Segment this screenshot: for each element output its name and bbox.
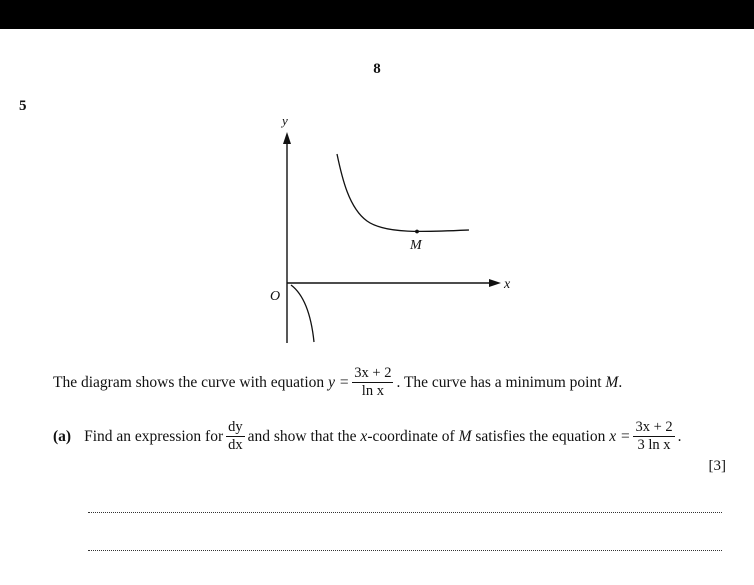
part-a-x-variable: x (360, 427, 368, 445)
part-a-fraction-denominator: 3 ln x (637, 437, 671, 454)
part-a-end: . (677, 427, 682, 445)
derivative-numerator: dy (226, 420, 245, 437)
top-black-bar (0, 0, 754, 29)
intro-text: The diagram shows the curve with equation (53, 373, 325, 391)
answer-line-2[interactable] (88, 550, 722, 551)
origin-label: O (270, 289, 281, 304)
part-a-text-4: satisfies the equation (475, 427, 606, 445)
point-m-label: M (410, 238, 422, 253)
part-a-x-equals: x = (609, 427, 631, 445)
minimum-point-marker (415, 230, 419, 234)
derivative-fraction (226, 420, 245, 453)
x-axis-label: x (504, 277, 511, 292)
intro-fraction (352, 366, 393, 399)
part-a-marks: [3] (708, 458, 726, 474)
curve-diagram (255, 108, 525, 348)
part-a-label: (a) (53, 427, 72, 445)
question-number: 5 (19, 98, 27, 114)
intro-fraction-numerator: 3x + 2 (352, 366, 393, 383)
page-number: 8 (373, 61, 381, 77)
intro-text-after: . The curve has a minimum point (396, 373, 602, 391)
part-a-fraction-numerator: 3x + 2 (633, 420, 674, 437)
question-intro (53, 366, 622, 399)
derivative-denominator: dx (228, 437, 243, 454)
part-a-text-3: -coordinate of (367, 427, 455, 445)
answer-line-1[interactable] (88, 512, 722, 513)
part-a-point-m: M (458, 427, 472, 445)
part-a-question (53, 420, 682, 453)
part-a-text-2: and show that the (247, 427, 357, 445)
intro-point-m: M (605, 373, 619, 391)
x-axis-arrow-icon (489, 279, 501, 287)
part-a-fraction (633, 420, 674, 453)
y-axis-label: y (282, 113, 288, 128)
curve-lower-branch (291, 285, 314, 342)
curve-upper-branch (337, 154, 469, 231)
intro-fraction-denominator: ln x (361, 383, 384, 400)
intro-end: . (618, 373, 623, 391)
intro-y-equals: y = (328, 373, 350, 391)
part-a-text-1: Find an expression for (84, 427, 224, 445)
y-axis-arrow-icon (283, 132, 291, 144)
